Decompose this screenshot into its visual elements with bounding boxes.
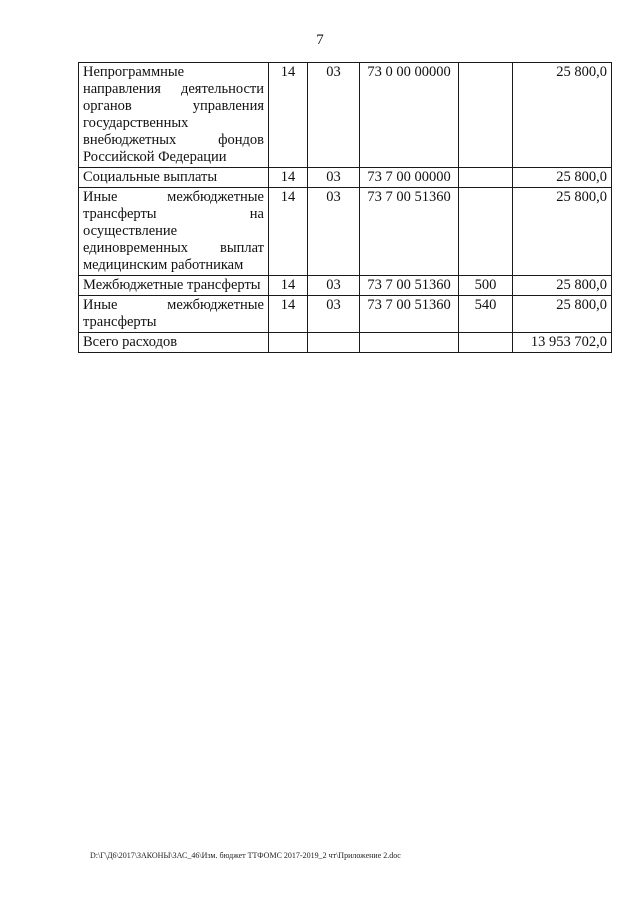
table-row	[79, 188, 612, 276]
expense-type-cell: 500	[459, 276, 513, 296]
expense-type-cell	[459, 188, 513, 276]
amount-cell: 25 800,0	[513, 168, 612, 188]
total-row	[79, 333, 612, 353]
section-code-cell: 14	[269, 63, 308, 168]
subsection-code-cell: 03	[308, 276, 360, 296]
target-article-cell: 73 0 00 00000	[360, 63, 459, 168]
expense-type-cell	[459, 333, 513, 353]
table-row	[79, 296, 612, 333]
subsection-code-cell	[308, 333, 360, 353]
row-name-cell: Иные межбюджетные трансферты	[79, 296, 269, 333]
target-article-cell: 73 7 00 51360	[360, 296, 459, 333]
expense-type-cell	[459, 63, 513, 168]
section-code-cell: 14	[269, 188, 308, 276]
table-row	[79, 63, 612, 168]
target-article-cell	[360, 333, 459, 353]
section-code-cell	[269, 333, 308, 353]
budget-table	[78, 62, 612, 353]
footer-file-path: D:\Г\Д6\2017\ЗАКОНЫ\ЗАС_46\Изм. бюджет ТТФОМС 2017-2019_2 чт\Приложение 2.doc	[90, 851, 401, 860]
subsection-code-cell: 03	[308, 188, 360, 276]
expense-type-cell	[459, 168, 513, 188]
section-code-cell: 14	[269, 296, 308, 333]
target-article-cell: 73 7 00 51360	[360, 188, 459, 276]
row-name-cell: Иные межбюджетные трансферты на осуществление единовременных выплат медицинским работникам	[79, 188, 269, 276]
target-article-cell: 73 7 00 00000	[360, 168, 459, 188]
row-name-cell: Межбюджетные трансферты	[79, 276, 269, 296]
total-amount-cell: 13 953 702,0	[513, 333, 612, 353]
subsection-code-cell: 03	[308, 296, 360, 333]
target-article-cell: 73 7 00 51360	[360, 276, 459, 296]
section-code-cell: 14	[269, 168, 308, 188]
amount-cell: 25 800,0	[513, 296, 612, 333]
section-code-cell: 14	[269, 276, 308, 296]
amount-cell: 25 800,0	[513, 276, 612, 296]
row-name-cell: Непрограммные направления деятельности органов управления государственных внебюджетных фондов Российской Федерации	[79, 63, 269, 168]
table-row	[79, 276, 612, 296]
amount-cell: 25 800,0	[513, 188, 612, 276]
page-number: 7	[316, 32, 324, 48]
subsection-code-cell: 03	[308, 168, 360, 188]
table-row	[79, 168, 612, 188]
row-name-cell: Социальные выплаты	[79, 168, 269, 188]
amount-cell: 25 800,0	[513, 63, 612, 168]
subsection-code-cell: 03	[308, 63, 360, 168]
expense-type-cell: 540	[459, 296, 513, 333]
total-label-cell: Всего расходов	[79, 333, 269, 353]
